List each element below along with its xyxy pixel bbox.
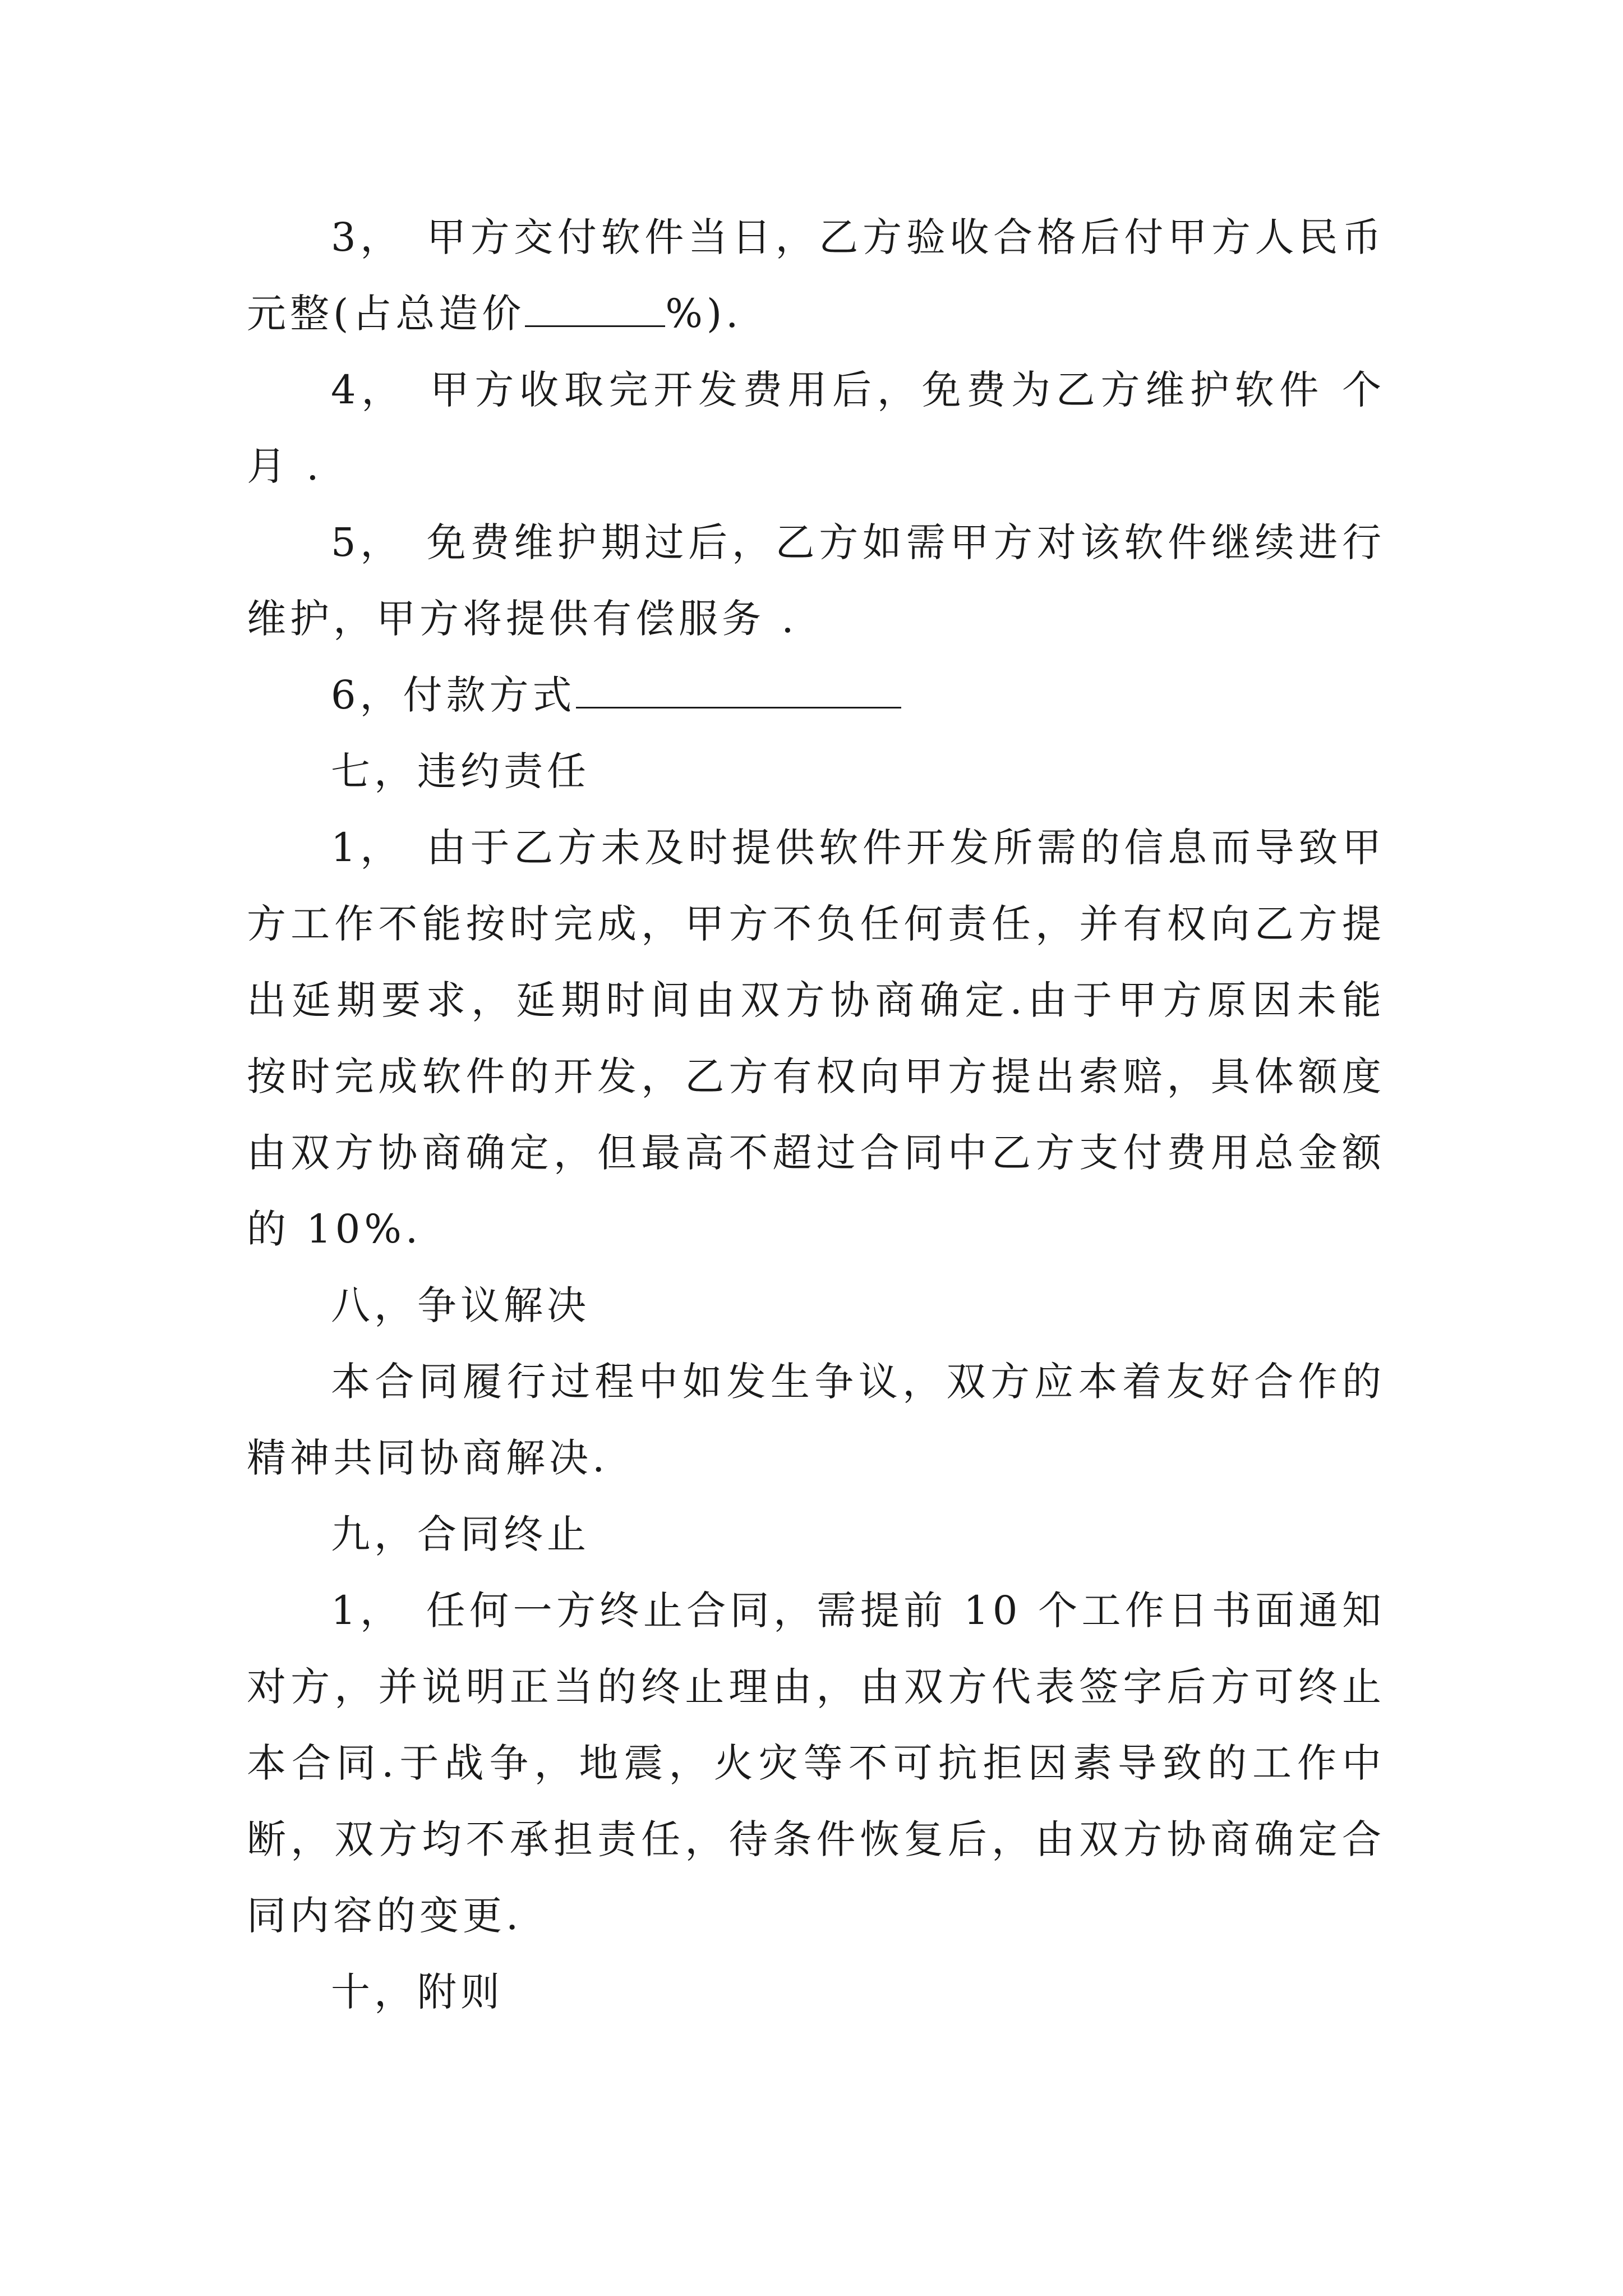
- document-body: [247, 199, 1385, 2030]
- payment-method-blank: [576, 673, 901, 708]
- clause-4-text: 甲方收取完开发费用后，免费为乙方维护软件 个月 .: [247, 367, 1386, 489]
- clause-6: [247, 657, 1385, 733]
- clause-3-number: 3，: [331, 214, 404, 260]
- section-7-clause-1-number: 1，: [331, 825, 404, 871]
- clause-4: [247, 352, 1385, 504]
- clause-3-text: 甲方交付软件当日，乙方验收合格后付甲方人民币元整(占总造价: [247, 214, 1385, 337]
- clause-5: [247, 504, 1385, 657]
- section-9-clause-1-text: 任何一方终止合同，需提前 10 个工作日书面通知对方，并说明正当的终止理由，由双方代表签字后方可终止本合同.于战争，地震，火灾等不可抗拒因素导致的工作中断，双方均不承担责任，待条件恢复后，由双方协商确定合同内容的变更.: [247, 1588, 1385, 1939]
- clause-5-text: 免费维护期过后，乙方如需甲方对该软件继续进行维护，甲方将提供有偿服务 .: [247, 519, 1385, 642]
- section-7-clause-1: [247, 809, 1385, 1267]
- section-heading-10: 十，附则: [331, 1969, 504, 2015]
- section-heading-7: 七，违约责任: [331, 748, 590, 794]
- percentage-blank: [525, 292, 665, 327]
- section-heading-8: 八，争议解决: [331, 1282, 590, 1328]
- section-9-clause-1-number: 1，: [331, 1588, 404, 1634]
- clause-3-suffix: %).: [665, 291, 743, 337]
- section-8-text: 本合同履行过程中如发生争议，双方应本着友好合作的精神共同协商解决.: [247, 1359, 1385, 1481]
- section-7-clause-1-text: 由于乙方未及时提供软件开发所需的信息而导致甲方工作不能按时完成，甲方不负任何责任，并有权向乙方提出延期要求，延期时间由双方协商确定.由于甲方原因未能按时完成软件的开发，乙方有权向甲方提出索赔，具体额度由双方协商确定，但最高不超过合同中乙方支付费用总金额的 10%.: [247, 825, 1385, 1252]
- clause-4-number: 4，: [331, 367, 406, 413]
- clause-3: [247, 199, 1385, 352]
- payment-method-label: 6，付款方式: [331, 672, 576, 718]
- section-heading-9: 九，合同终止: [331, 1511, 590, 1557]
- section-9-clause-1: [247, 1572, 1385, 1954]
- clause-5-number: 5，: [331, 519, 404, 565]
